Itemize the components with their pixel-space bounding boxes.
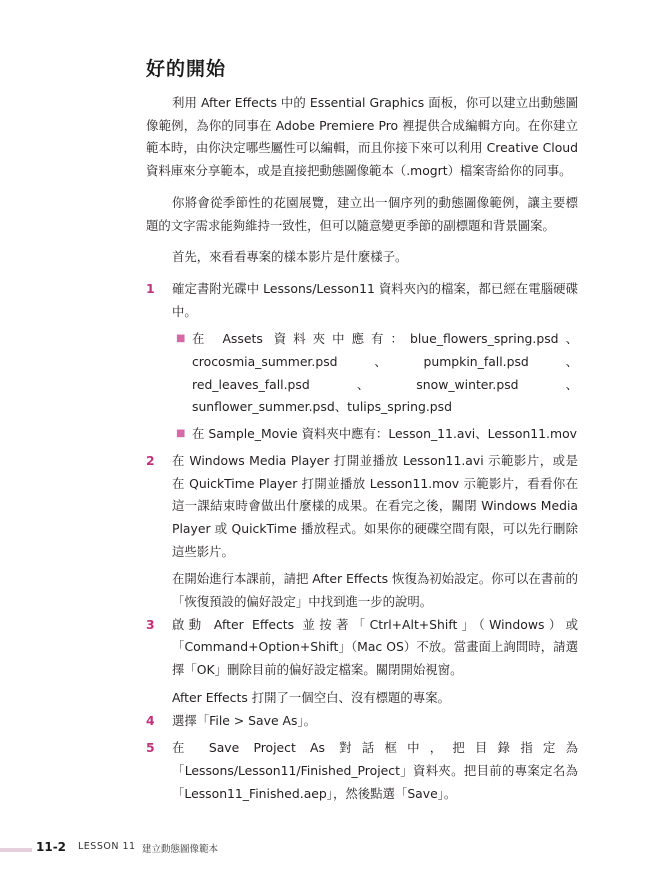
step-text: 啟動 After Effects 並按著「Ctrl+Alt+Shift」（Windows）或「Command+Option+Shift」（Mac OS）不放。當畫面上詢問時，請選擇「OK」刪除目前的偏好設定檔案。關閉開始視窗。 bbox=[172, 616, 578, 678]
step-2-followup: 在開始進行本課前，請把 After Effects 恢復為初始設定。你可以在書前的「恢復預設的偏好設定」中找到進一步的說明。 bbox=[172, 571, 578, 610]
section-heading: 好的開始 bbox=[146, 58, 227, 80]
chapter-title: 建立動態圖像範本 bbox=[142, 844, 219, 855]
step-2 bbox=[146, 450, 578, 564]
step-5 bbox=[146, 737, 578, 805]
bullet-icon: ■ bbox=[176, 333, 186, 345]
footer-accent-bar bbox=[0, 848, 32, 852]
step-3-followup: After Effects 打開了一個空白、沒有標題的專案。 bbox=[172, 689, 450, 705]
step-3 bbox=[146, 614, 578, 682]
step-number: 3 bbox=[146, 616, 155, 632]
bullet-text: 在 Assets 資料夾中應有：blue_flowers_spring.psd、crocosmia_summer.psd、pumpkin_fall.psd、red_leaves_fall.psd、snow_winter.psd、sunflower_summer.psd、tulips_spring.psd bbox=[192, 331, 578, 415]
step-number: 4 bbox=[146, 712, 155, 728]
step-1 bbox=[146, 278, 578, 323]
step-number: 1 bbox=[146, 280, 155, 296]
lesson-label: LESSON 11 bbox=[78, 841, 136, 852]
step-text: 確定書附光碟中 Lessons/Lesson11 資料夾內的檔案，都已經在電腦硬碟中。 bbox=[172, 280, 578, 319]
intro-paragraph-2: 你將會從季節性的花園展覽，建立出一個序列的動態圖像範例，讓主要標題的文字需求能夠維持一致性，但可以隨意變更季節的副標題和背景圖案。 bbox=[146, 194, 578, 233]
intro-paragraph-1: 利用 After Effects 中的 Essential Graphics 面板，你可以建立出動態圖像範例，為你的同事在 Adobe Premiere Pro 裡提供合成編輯方向。在你建立範本時，由你決定哪些屬性可以編輯，而且你接下來可以利用 Creative Cloud 資料庫來分享範本，或是直接把動態圖像範本（.mogrt）檔案寄給你的同事。 bbox=[146, 95, 578, 179]
step-text: 在 Save Project As 對話框中，把目錄指定為「Lessons/Lesson11/Finished_Project」資料夾。把目前的專案定名為「Lesson11_Finished.aep」，然後點選「Save」。 bbox=[172, 740, 578, 801]
step-number: 5 bbox=[146, 740, 155, 756]
page-number: 11-2 bbox=[36, 840, 67, 854]
step-text: 選擇「File > Save As」。 bbox=[172, 712, 317, 728]
bullet-text: 在 Sample_Movie 資料夾中應有：Lesson_11.avi、Lesson11.mov bbox=[192, 426, 577, 442]
bullet-item bbox=[146, 423, 578, 446]
bullet-item bbox=[146, 328, 578, 419]
step-text: 在 Windows Media Player 打開並播放 Lesson11.avi 示範影片，或是在 QuickTime Player 打開並播放 Lesson11.mov 示範影片，看看你在這一課結束時會做出什麼樣的成果。在看完之後，關閉 Windows Media Player 或 QuickTime 播放程式。如果你的硬碟空間有限，可以先行刪除這些影片。 bbox=[172, 452, 578, 559]
body-content bbox=[146, 92, 578, 810]
step-number: 2 bbox=[146, 452, 155, 468]
intro-paragraph-3: 首先，來看看專案的樣本影片是什麼樣子。 bbox=[172, 249, 408, 265]
step-4 bbox=[146, 710, 578, 733]
bullet-icon: ■ bbox=[176, 428, 186, 440]
